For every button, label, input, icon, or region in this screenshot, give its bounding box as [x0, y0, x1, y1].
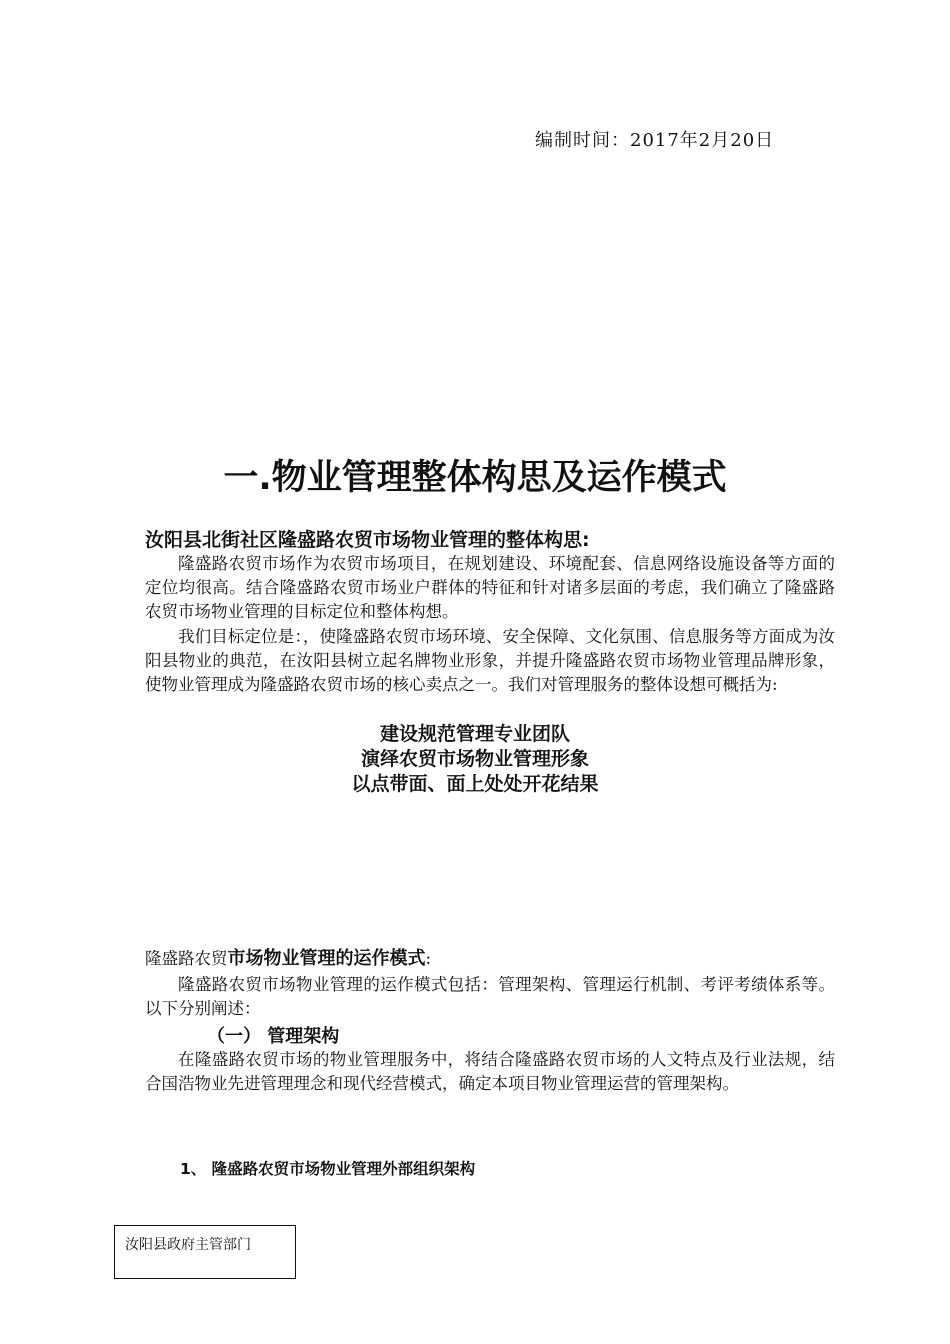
section-title: 一.物业管理整体构思及运作模式	[223, 458, 727, 498]
slogan-list	[0, 722, 950, 797]
paragraph-management-structure: 在隆盛路农贸市场的物业管理服务中，将结合隆盛路农贸市场的人文特点及行业法规，结合国浩物业先进管理理念和现代经营模式，确定本项目物业管理运营的管理架构。	[145, 1050, 835, 1093]
subheading-management-structure: （一） 管理架构	[207, 1026, 340, 1047]
compile-date: 编制时间：2017年2月20日	[535, 130, 775, 151]
operation-mode-heading	[145, 944, 431, 970]
paragraph-positioning: 隆盛路农贸市场作为农贸市场项目，在规划建设、环境配套、信息网络设施设备等方面的定位均很高。结合隆盛路农贸市场业户群体的特征和针对诸多层面的考虑，我们确立了隆盛路农贸市场物业管理的目标定位和整体构想。	[145, 554, 835, 621]
paragraph-goals: 我们目标定位是：，使隆盛路农贸市场环境、安全保障、文化氛围、信息服务等方面成为汝阳县物业的典范，在汝阳县树立起名牌物业形象，并提升隆盛路农贸市场物业管理品牌形象，使物业管理成为隆盛路农贸市场的核心卖点之一。我们对管理服务的整体设想可概括为:	[145, 627, 835, 694]
operation-heading-bold: 市场物业管理的运作模式	[227, 948, 426, 969]
overall-concept-heading: 汝阳县北街社区隆盛路农贸市场物业管理的整体构思:	[145, 529, 590, 551]
slogan-line: 建设规范管理专业团队	[379, 723, 570, 745]
paragraph-operation-mode: 隆盛路农贸市场物业管理的运作模式包括：管理架构、管理运行机制、考评考绩体系等。以下分别阐述：	[145, 975, 835, 1018]
operation-heading-plain: 隆盛路农贸	[145, 949, 228, 968]
external-org-structure-item: 1、 隆盛路农贸市场物业管理外部组织架构	[180, 1160, 476, 1178]
org-chart-box	[114, 1225, 296, 1279]
org-chart-box-label: 汝阳县政府主管部门	[125, 1237, 251, 1253]
operation-heading-colon: :	[425, 949, 432, 968]
slogan-line: 演绎农贸市场物业管理形象	[360, 748, 589, 770]
slogan-line: 以点带面、面上处处开花结果	[351, 773, 599, 795]
